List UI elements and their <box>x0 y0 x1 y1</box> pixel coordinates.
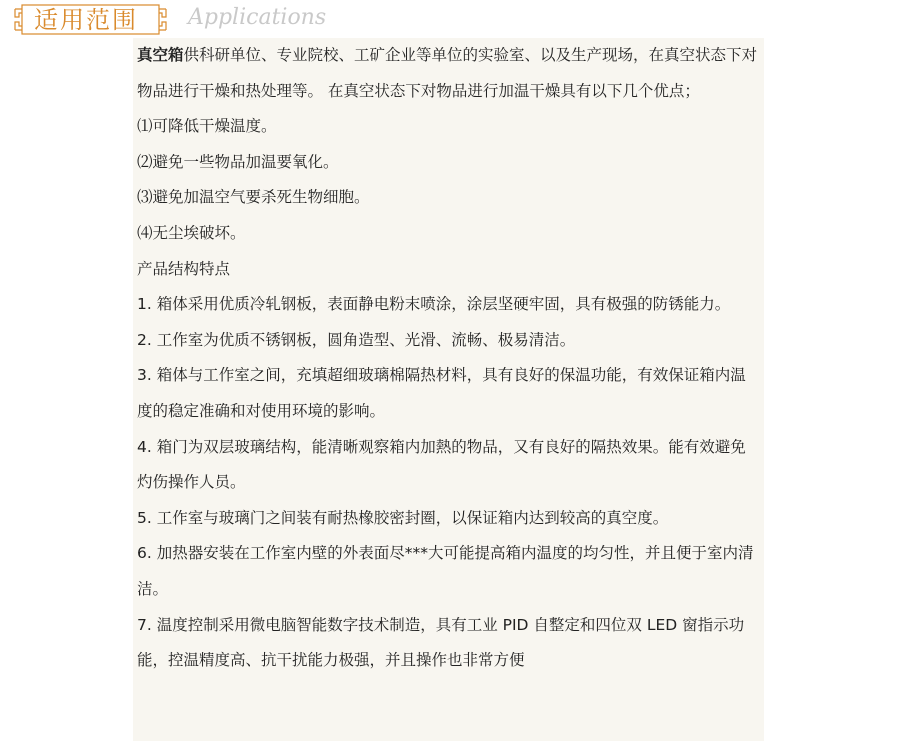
section-title: 适用范围 <box>34 6 138 34</box>
advantage-item: ⑷无尘埃破坏。 <box>137 223 246 242</box>
section-subtitle: Applications <box>188 5 327 30</box>
intro-paragraph <box>137 38 760 109</box>
intro-lead: 真空箱 <box>137 46 184 64</box>
feature-item: 3. 箱体与工作室之间，充填超细玻璃棉隔热材料，具有良好的保温功能，有效保证箱内温度的稳定准确和对使用环境的影响。 <box>137 366 746 420</box>
feature-item: 1. 箱体采用优质冷轧钢板，表面静电粉末喷涂，涂层坚硬牢固，具有极强的防锈能力。 <box>137 295 731 314</box>
advantage-item: ⑶避免加温空气要杀死生物细胞。 <box>137 188 370 207</box>
feature-item: 5. 工作室与玻璃门之间装有耐热橡胶密封圈，以保证箱内达到较高的真空度。 <box>137 508 669 527</box>
features-heading: 产品结构特点 <box>137 259 231 278</box>
feature-item: 4. 箱门为双层玻璃结构，能清晰观察箱内加熱的物品，又有良好的隔热效果。能有效避免灼伤操作人员。 <box>137 437 746 492</box>
advantage-item: ⑴可降低干燥温度。 <box>137 117 277 136</box>
intro-text: 供科研单位、专业院校、工矿企业等单位的实验室、以及生产现场，在真空状态下对物品进行干燥和热处理等。 在真空状态下对物品进行加温干燥具有以下几个优点； <box>137 46 758 100</box>
feature-item: 6. 加热器安装在工作室内壁的外表面尽***大可能提高箱内温度的均匀性，并且便于室内清洁。 <box>137 544 754 598</box>
advantage-item: ⑵避免一些物品加温要氧化。 <box>137 152 339 171</box>
feature-item: 7. 温度控制采用微电脑智能数字技术制造，具有工业 PID 自整定和四位双 LED 窗指示功能，控温精度高、抗干扰能力极强，并且操作也非常方便 <box>137 615 745 670</box>
title-frame <box>14 3 167 36</box>
section-header <box>0 0 900 40</box>
feature-item: 2. 工作室为优质不锈钢板，圆角造型、光滑、流畅、极易清洁。 <box>137 330 576 349</box>
content-panel <box>133 38 764 741</box>
